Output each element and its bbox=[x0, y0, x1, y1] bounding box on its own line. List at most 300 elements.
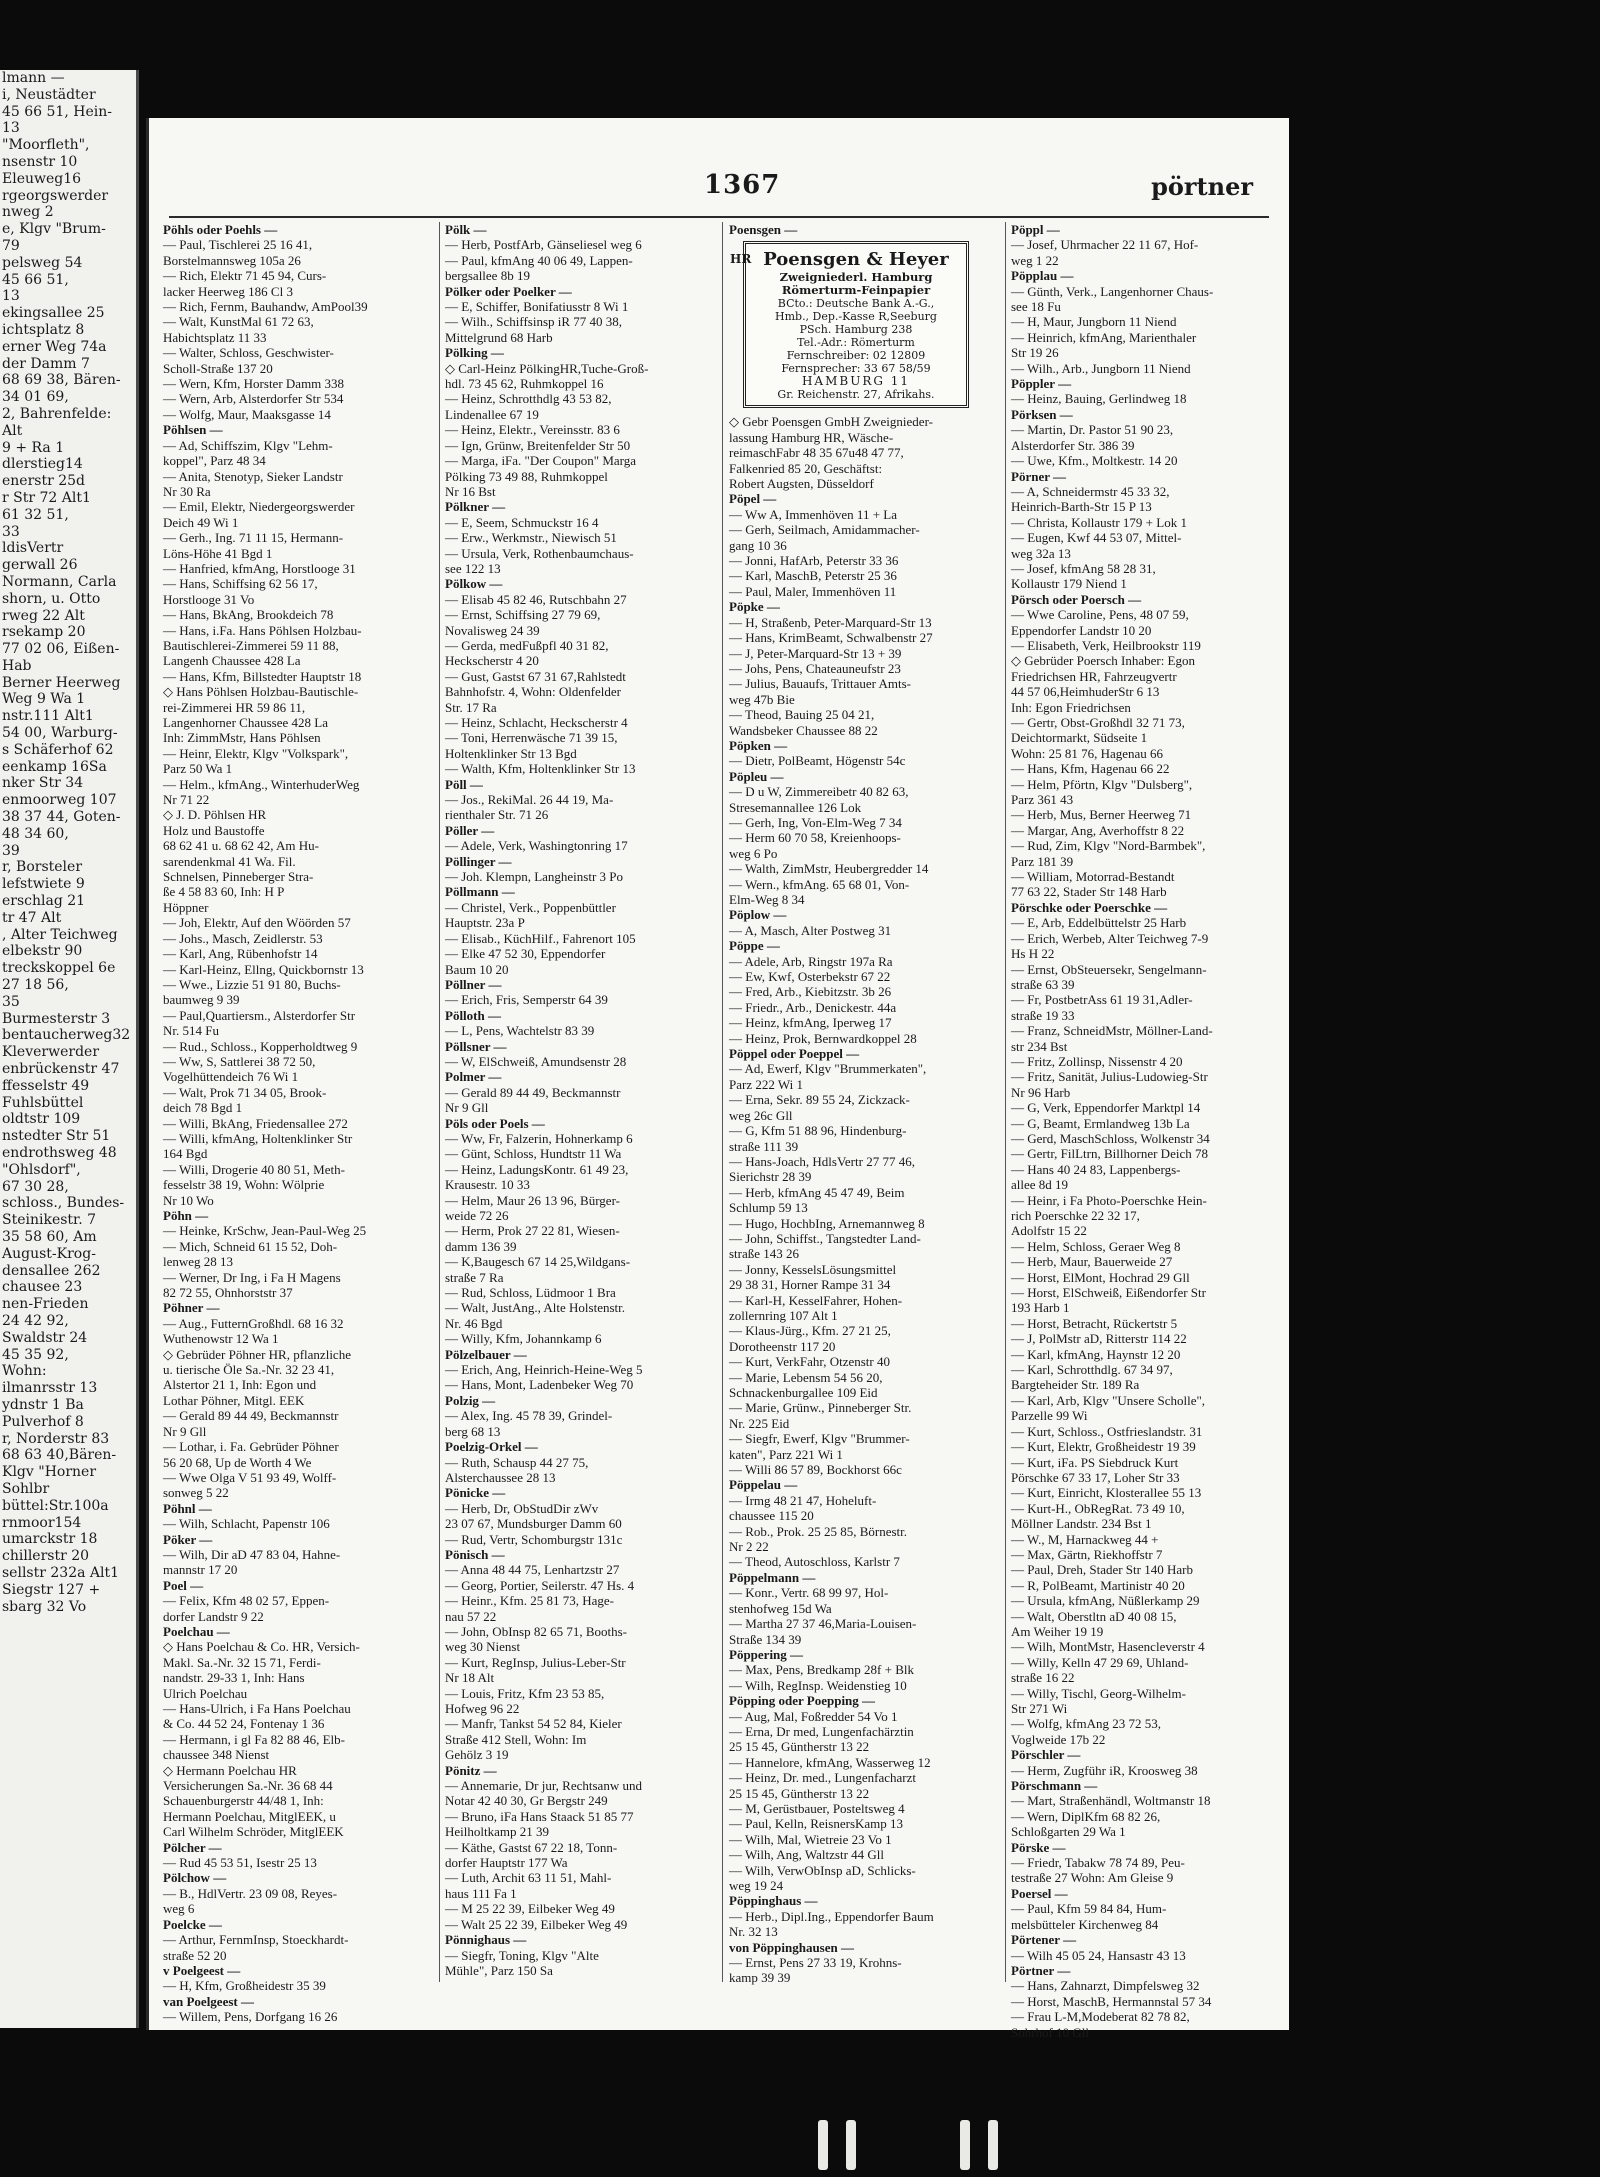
previous-page-line: Kleverwerder bbox=[2, 1044, 100, 1061]
directory-entry: — Theod, Autoschloss, Karlstr 7 bbox=[729, 1554, 900, 1570]
directory-entry: — Willi, Drogerie 40 80 51, Meth- bbox=[163, 1161, 345, 1177]
directory-entry: — Fred, Arb., Kiebitzstr. 3b 26 bbox=[729, 984, 892, 1000]
directory-entry: — J, Peter-Marquard-Str 13 + 39 bbox=[729, 645, 902, 661]
directory-entry: — Irmg 48 21 47, Hoheluft- bbox=[729, 1492, 877, 1508]
directory-entry: — Louis, Fritz, Kfm 23 53 85, bbox=[445, 1685, 605, 1701]
directory-entry: hdl. 73 45 62, Ruhmkoppel 16 bbox=[445, 376, 604, 392]
directory-entry: Holtenklinker Str 13 Bgd bbox=[445, 745, 577, 761]
directory-entry: — Kurt, Einricht, Klosterallee 55 13 bbox=[1011, 1485, 1202, 1501]
directory-entry: — Karl, Ang, Rübenhofstr 14 bbox=[163, 946, 318, 962]
directory-entry: — Manfr, Tankst 54 52 84, Kieler bbox=[445, 1716, 622, 1732]
directory-entry: Robert Augsten, Düsseldorf bbox=[729, 476, 874, 492]
directory-entry: — Erich, Ang, Heinrich-Heine-Weg 5 bbox=[445, 1362, 643, 1378]
surname-heading: Pöpplau — bbox=[1011, 268, 1074, 284]
directory-entry: straße 7 Ra bbox=[445, 1269, 504, 1285]
directory-entry: — Gerh, Seilmach, Amidammacher- bbox=[729, 522, 920, 538]
directory-entry: Wohn: 25 81 76, Hagenau 66 bbox=[1011, 745, 1164, 761]
previous-page-line: Eleuweg16 bbox=[2, 170, 82, 187]
directory-entry: — K,Baugesch 67 14 25,Wildgans- bbox=[445, 1254, 631, 1270]
directory-entry: Novalisweg 24 39 bbox=[445, 622, 540, 638]
directory-entry: Hauptstr. 23a P bbox=[445, 915, 525, 931]
directory-entry: — Wern, Arb, Alsterdorfer Str 534 bbox=[163, 391, 344, 407]
directory-entry: Alstertor 21 1, Inh: Egon und bbox=[163, 1377, 317, 1393]
directory-entry: — Max, Pens, Bredkamp 28f + Blk bbox=[729, 1662, 914, 1678]
directory-entry: straße 16 22 bbox=[1011, 1670, 1075, 1686]
directory-entry: — Uwe, Kfm., Moltkestr. 14 20 bbox=[1011, 453, 1178, 469]
directory-entry: Parz 50 Wa 1 bbox=[163, 761, 233, 777]
directory-entry: — Mart, Straßenhändl, Woltmanstr 18 bbox=[1011, 1793, 1211, 1809]
directory-entry: weg 30 Nienst bbox=[445, 1639, 521, 1655]
previous-page-line: Sohlbr bbox=[2, 1480, 50, 1497]
directory-entry: — Hannelore, kfmAng, Wasserweg 12 bbox=[729, 1754, 931, 1770]
directory-entry: straße 52 20 bbox=[163, 1947, 227, 1963]
directory-entry: — Elisabeth, Verk, Heilbrookstr 119 bbox=[1011, 637, 1201, 653]
previous-page-line: shorn, u. Otto bbox=[2, 590, 101, 607]
previous-page-line: elbekstr 90 bbox=[2, 943, 83, 960]
directory-entry: — Christel, Verk., Poppenbüttler bbox=[445, 899, 616, 915]
directory-entry: — Heinz, Dr. med., Lungenfacharzt bbox=[729, 1770, 916, 1786]
surname-heading: Pöllner — bbox=[445, 976, 502, 992]
directory-entry: Parz 361 43 bbox=[1011, 792, 1074, 808]
directory-entry: — Wern, Kfm, Horster Damm 338 bbox=[163, 376, 345, 392]
directory-entry: — Christa, Kollaustr 179 + Lok 1 bbox=[1011, 514, 1187, 530]
directory-page bbox=[146, 118, 1289, 2040]
directory-entry: Baum 10 20 bbox=[445, 961, 509, 977]
directory-entry: weg 32a 13 bbox=[1011, 545, 1071, 561]
directory-entry: — Ww A, Immenhöven 11 + La bbox=[729, 506, 897, 522]
directory-entry: rich Poerschke 22 32 17, bbox=[1011, 1208, 1140, 1223]
directory-entry: 25 15 45, Güntherstr 13 22 bbox=[729, 1785, 870, 1801]
directory-entry: — Paul, Kfm 59 84 84, Hum- bbox=[1011, 1901, 1167, 1917]
directory-entry: Inh: Egon Friedrichsen bbox=[1011, 699, 1131, 715]
directory-entry: — Werner, Dr Ing, i Fa H Magens bbox=[163, 1269, 341, 1285]
surname-heading: Pöhnl — bbox=[163, 1500, 212, 1516]
directory-entry: — Aug., FutternGroßhdl. 68 16 32 bbox=[163, 1315, 344, 1331]
directory-entry: — Herm 60 70 58, Kreienhoops- bbox=[729, 830, 901, 846]
directory-entry: Hofweg 96 22 bbox=[445, 1701, 520, 1716]
directory-entry: — Annemarie, Dr jur, Rechtsanw und bbox=[445, 1778, 642, 1794]
directory-entry: — Ernst, Pens 27 33 19, Krohns- bbox=[729, 1955, 902, 1971]
directory-entry: Alsterchaussee 28 13 bbox=[445, 1469, 556, 1485]
directory-entry: — Johs, Pens, Chateauneufstr 23 bbox=[729, 660, 901, 676]
surname-heading: Poelcke — bbox=[163, 1916, 222, 1932]
previous-page-fragment bbox=[0, 70, 139, 2028]
directory-entry: straße 19 33 bbox=[1011, 1007, 1075, 1023]
surname-heading: Pöhner — bbox=[163, 1300, 220, 1316]
directory-entry: zollernring 107 Alt 1 bbox=[729, 1307, 838, 1323]
directory-entry: — Herb, Mus, Berner Heerweg 71 bbox=[1011, 807, 1192, 823]
directory-entry: — Gertr, Obst-Großhdl 32 71 73, bbox=[1011, 715, 1185, 730]
previous-page-line: Burmesterstr 3 bbox=[2, 1010, 111, 1027]
previous-page-line: schloss., Bundes- bbox=[2, 1195, 125, 1212]
directory-entry: str 234 Bst bbox=[1011, 1038, 1068, 1054]
directory-entry: Pölking 73 49 88, Ruhmkoppel bbox=[445, 468, 608, 484]
directory-entry: — Erich, Werbeb, Alter Teichweg 7-9 bbox=[1011, 930, 1209, 946]
page-number: 1367 bbox=[704, 170, 781, 200]
directory-entry: — Hans, Zahnarzt, Dimpfelsweg 32 bbox=[1011, 1978, 1200, 1994]
ad-title: Poensgen & Heyer bbox=[763, 249, 949, 271]
directory-entry: Carl Wilhelm Schröder, MitglEEK bbox=[163, 1824, 344, 1840]
poensgen-heyer-advertisement bbox=[730, 241, 969, 408]
directory-entry: ◇ Hans Poelchau & Co. HR, Versich- bbox=[163, 1639, 360, 1655]
directory-entry: 164 Bgd bbox=[163, 1146, 208, 1162]
directory-entry: Nr 30 Ra bbox=[163, 483, 211, 499]
directory-entry: — Horst, MaschB, Hermannstal 57 34 bbox=[1011, 1993, 1212, 2009]
directory-entry: — Marga, iFa. "Der Coupon" Marga bbox=[445, 453, 637, 469]
directory-entry: — Herb., Dipl.Ing., Eppendorfer Baum bbox=[729, 1908, 934, 1924]
directory-entry: lassung Hamburg HR, Wäsche- bbox=[729, 429, 894, 445]
directory-entry: — Dietr, PolBeamt, Högenstr 54c bbox=[729, 753, 906, 769]
surname-heading: v Poelgeest — bbox=[163, 1962, 241, 1978]
directory-entry: — Walth, ZimMstr, Heubergredder 14 bbox=[729, 861, 929, 877]
directory-entry: Str 271 Wi bbox=[1011, 1701, 1068, 1716]
directory-entry: — Gerald 89 44 49, Beckmannstr bbox=[163, 1408, 339, 1424]
previous-page-line: i, Neustädter bbox=[2, 86, 96, 103]
directory-entry: — Rich, Fernm, Bauhandw, AmPool39 bbox=[163, 299, 368, 315]
previous-page-line: enerstr 25d bbox=[2, 473, 86, 490]
directory-entry: Schauenburgerstr 44/48 1, Inh: bbox=[163, 1793, 324, 1809]
directory-entry: — Hans, i.Fa. Hans Pöhlsen Holzbau- bbox=[163, 622, 362, 638]
directory-entry: fesselstr 38 19, Wohn: Wölprie bbox=[163, 1177, 325, 1193]
previous-page-line: 45 66 51, bbox=[2, 271, 69, 288]
directory-entry: — Gerh, Ing, Von-Elm-Weg 7 34 bbox=[729, 814, 902, 830]
previous-page-line: nker Str 34 bbox=[2, 775, 84, 792]
directory-entry: — L, Pens, Wachtelstr 83 39 bbox=[445, 1023, 595, 1039]
directory-entry: — Karl, Arb, Klgv "Unsere Scholle", bbox=[1011, 1392, 1206, 1408]
directory-entry: — Walt, JustAng., Alte Holstenstr. bbox=[445, 1300, 625, 1316]
previous-page-line: büttel:Str.100a bbox=[2, 1497, 109, 1514]
ad-subtitle: Zweigniederl. Hamburg bbox=[779, 270, 933, 285]
surname-heading: Pöplow — bbox=[729, 907, 787, 923]
directory-entry: Dorotheenstr 117 20 bbox=[729, 1338, 836, 1354]
previous-page-line: sellstr 232a Alt1 bbox=[2, 1564, 120, 1581]
directory-entry: straße 143 26 bbox=[729, 1246, 800, 1262]
directory-entry: — Ew, Kwf, Osterbekstr 67 22 bbox=[729, 969, 891, 985]
directory-entry: — Helm., kfmAng., WinterhuderWeg bbox=[163, 776, 360, 792]
directory-entry: Adolfstr 15 22 bbox=[1011, 1223, 1087, 1239]
surname-heading: Pöls oder Poels — bbox=[445, 1115, 545, 1131]
directory-entry: Nr 96 Harb bbox=[1011, 1084, 1071, 1100]
directory-entry: Friedrichsen HR, Fahrzeugvertr bbox=[1011, 668, 1177, 684]
directory-entry: Schlump 59 13 bbox=[729, 1200, 808, 1216]
directory-entry: Löns-Höhe 41 Bgd 1 bbox=[163, 545, 273, 561]
directory-entry: ◇ J. D. Pöhlsen HR bbox=[163, 807, 267, 823]
directory-entry: Habichtsplatz 11 33 bbox=[163, 329, 267, 345]
surname-heading: Polzig — bbox=[445, 1392, 496, 1408]
directory-entry: nandstr. 29-33 1, Inh: Hans bbox=[163, 1670, 305, 1686]
directory-entry: — Walth, Kfm, Holtenklinker Str 13 bbox=[445, 761, 636, 777]
surname-heading: Pöppler — bbox=[1011, 376, 1072, 392]
directory-entry: — Hugo, HochbIng, Arnemannweg 8 bbox=[729, 1215, 925, 1231]
directory-entry: testraße 27 Wohn: Am Gleise 9 bbox=[1011, 1870, 1174, 1886]
directory-entry: — Joh. Klempn, Langheinstr 3 Po bbox=[445, 869, 624, 885]
directory-entry: koppel", Parz 48 34 bbox=[163, 453, 266, 469]
surname-heading: Pölcher — bbox=[163, 1839, 222, 1855]
directory-entry: — Ruth, Schausp 44 27 75, bbox=[445, 1454, 589, 1470]
previous-page-line: Fuhlsbüttel bbox=[2, 1094, 84, 1111]
directory-entry: — Hans, Kfm, Hagenau 66 22 bbox=[1011, 761, 1170, 777]
directory-entry: — Heinr., Kfm. 25 81 73, Hage- bbox=[445, 1593, 614, 1609]
directory-entry: — Heinz, Prok, Bernwardkoppel 28 bbox=[729, 1030, 917, 1046]
surname-heading: Pölker oder Poelker — bbox=[445, 283, 572, 299]
directory-entry: — Jonni, HafArb, Peterstr 33 36 bbox=[729, 553, 899, 569]
directory-entry: chaussee 348 Nienst bbox=[163, 1747, 270, 1763]
entry-column-1 bbox=[163, 222, 435, 2025]
previous-page-line: chillerstr 20 bbox=[2, 1548, 90, 1565]
directory-entry: ◇ Carl-Heinz PölkingHR,Tuche-Groß- bbox=[445, 360, 649, 376]
directory-entry: — John, Schiffst., Tangstedter Land- bbox=[729, 1230, 921, 1246]
previous-page-line: Steinikestr. 7 bbox=[2, 1212, 97, 1229]
directory-entry: — Heinz, LadungsKontr. 61 49 23, bbox=[445, 1161, 629, 1177]
directory-entry: — Heinz, Bauing, Gerlindweg 18 bbox=[1011, 391, 1187, 407]
directory-entry: melsbütteler Kirchenweg 84 bbox=[1011, 1916, 1159, 1932]
previous-page-line: umarckstr 18 bbox=[2, 1531, 98, 1548]
surname-heading: Pöppering — bbox=[729, 1646, 804, 1662]
directory-entry: chaussee 115 20 bbox=[729, 1508, 814, 1524]
directory-entry: ◇ Hermann Poelchau HR bbox=[163, 1762, 297, 1778]
directory-entry: — A, Schneidermstr 45 33 32, bbox=[1011, 483, 1170, 499]
surname-heading: Pörksen — bbox=[1011, 406, 1073, 422]
directory-entry: Heckscherstr 4 20 bbox=[445, 653, 539, 669]
directory-entry: — Kurt, VerkFahr, Otzenstr 40 bbox=[729, 1354, 890, 1370]
directory-entry: — G, Kfm 51 88 96, Hindenburg- bbox=[729, 1123, 907, 1139]
previous-page-line: Alt bbox=[2, 422, 23, 439]
previous-page-line: nstedter Str 51 bbox=[2, 1128, 111, 1145]
surname-heading: Pöllinger — bbox=[445, 853, 512, 869]
directory-entry: — Hans, Schiffsing 62 56 17, bbox=[163, 576, 318, 592]
directory-entry: weg 6 Po bbox=[729, 845, 778, 861]
directory-entry: — Elisab., KüchHilf., Fahrenort 105 bbox=[445, 930, 636, 946]
entry-column-4 bbox=[1011, 222, 1283, 2040]
directory-entry: Elm-Weg 8 34 bbox=[729, 892, 805, 907]
directory-entry: — Gerda, medFußpfl 40 31 82, bbox=[445, 637, 609, 653]
directory-entry: Kollaustr 179 Niend 1 bbox=[1011, 576, 1127, 592]
directory-entry: — Lothar, i. Fa. Gebrüder Pöhner bbox=[163, 1439, 339, 1455]
previous-page-line: ekingsallee 25 bbox=[2, 305, 105, 322]
directory-entry: weg 1 22 bbox=[1011, 252, 1059, 268]
previous-page-line: nstr.111 Alt1 bbox=[2, 708, 94, 725]
directory-entry: — Hans, Kfm, Billstedter Hauptstr 18 bbox=[163, 668, 362, 684]
previous-page-line: rsekamp 20 bbox=[2, 624, 86, 641]
directory-entry: Schloßgarten 29 Wa 1 bbox=[1011, 1824, 1126, 1840]
directory-entry: sonweg 5 22 bbox=[163, 1485, 229, 1501]
directory-entry: — Georg, Portier, Seilerstr. 47 Hs. 4 bbox=[445, 1577, 635, 1593]
previous-page-line: endrothsweg 48 bbox=[2, 1145, 117, 1161]
previous-page-line: 67 30 28, bbox=[2, 1178, 69, 1195]
surname-heading: Pöller — bbox=[445, 822, 495, 838]
directory-entry: — Bruno, iFa Hans Staack 51 85 77 bbox=[445, 1808, 634, 1824]
directory-entry: — Heinke, KrSchw, Jean-Paul-Weg 25 bbox=[163, 1223, 367, 1239]
directory-entry: Schnackenburgallee 109 Eid bbox=[729, 1385, 878, 1400]
surname-heading: Pönnighaus — bbox=[445, 1932, 527, 1948]
directory-entry: — William, Motorrad-Bestandt bbox=[1011, 869, 1175, 885]
ad-city: HAMBURG 11 bbox=[801, 374, 911, 389]
directory-entry: Nr. 225 Eid bbox=[729, 1415, 790, 1431]
directory-entry: — Erna, Dr med, Lungenfachärztin bbox=[729, 1723, 914, 1739]
directory-entry: Bautischlerei-Zimmerei 59 11 88, bbox=[163, 637, 339, 653]
directory-entry: — Erich, Fris, Semperstr 64 39 bbox=[445, 992, 608, 1008]
ad-address: Gr. Reichenstr. 27, Afrikahs. bbox=[777, 388, 935, 402]
directory-entry: Pörschke 67 33 17, Loher Str 33 bbox=[1011, 1469, 1180, 1485]
directory-entry: — Ign, Grünw, Breitenfelder Str 50 bbox=[445, 437, 631, 453]
directory-entry: — Adele, Verk, Washingtonring 17 bbox=[445, 838, 628, 854]
directory-entry: nau 57 22 bbox=[445, 1608, 497, 1624]
directory-entry: — Gerd, MaschSchloss, Wolkenstr 34 bbox=[1011, 1130, 1210, 1146]
previous-page-line: Hab bbox=[2, 657, 32, 674]
previous-page-line: 34 01 69, bbox=[2, 389, 69, 406]
directory-entry: — Kurt, Elektr, Großheidestr 19 39 bbox=[1011, 1439, 1196, 1455]
directory-entry: — Günth, Verk., Langenhorner Chaus- bbox=[1011, 283, 1214, 299]
directory-entry: Alsterdorfer Str. 386 39 bbox=[1011, 437, 1135, 453]
directory-entry: — Paul, Dreh, Stader Str 140 Harb bbox=[1011, 1562, 1193, 1578]
surname-heading: Pölzelbauer — bbox=[445, 1346, 527, 1362]
directory-entry: 23 07 67, Mundsburger Damm 60 bbox=[445, 1516, 622, 1532]
previous-page-line: 54 00, Warburg- bbox=[2, 725, 118, 742]
directory-entry: 82 72 55, Ohnhorststr 37 bbox=[163, 1285, 293, 1301]
previous-page-line: e, Klgv "Brum- bbox=[2, 221, 106, 238]
surname-heading: Pörsch oder Poersch — bbox=[1011, 591, 1142, 607]
surname-heading: Poensgen — bbox=[729, 222, 798, 237]
previous-page-line: 48 34 60, bbox=[2, 825, 69, 842]
directory-entry: Heinrich-Barth-Str 15 P 13 bbox=[1011, 499, 1152, 515]
previous-page-line: 68 63 40,Bären- bbox=[2, 1447, 117, 1464]
directory-entry: — Anna 48 44 75, Lenhartzstr 27 bbox=[445, 1562, 620, 1578]
directory-entry: — W., M, Harnackweg 44 + bbox=[1011, 1531, 1159, 1547]
directory-entry: Krausestr. 10 33 bbox=[445, 1177, 530, 1193]
previous-page-line: Wohn: bbox=[2, 1363, 47, 1380]
directory-entry: Horstlooge 31 Vo bbox=[163, 591, 255, 607]
directory-entry: — Mich, Schneid 61 15 52, Doh- bbox=[163, 1238, 338, 1254]
surname-heading: Pölking — bbox=[445, 345, 504, 361]
directory-entry: Nr. 32 13 bbox=[729, 1924, 778, 1940]
directory-entry: — Paul,Quartiersm., Alsterdorfer Str bbox=[163, 1007, 356, 1023]
surname-heading: Pörtner — bbox=[1011, 1962, 1071, 1978]
directory-entry: kamp 39 39 bbox=[729, 1970, 791, 1986]
surname-heading: Pölchow — bbox=[163, 1870, 227, 1886]
directory-entry: — Heinr, Elektr, Klgv "Volkspark", bbox=[163, 745, 349, 761]
surname-heading: Poelzig-Orkel — bbox=[445, 1439, 538, 1455]
directory-entry: Str. 17 Ra bbox=[445, 699, 497, 715]
surname-heading: Pöppelau — bbox=[729, 1477, 798, 1493]
directory-entry: 56 20 68, Up de Worth 4 We bbox=[163, 1454, 312, 1470]
previous-page-line: nsenstr 10 bbox=[2, 153, 78, 170]
directory-entry: u. tierische Öle Sa.-Nr. 32 23 41, bbox=[163, 1362, 335, 1378]
previous-page-line: Weg 9 Wa 1 bbox=[2, 691, 86, 708]
surname-heading: Pölk — bbox=[445, 222, 487, 237]
directory-entry: — E, Seem, Schmuckstr 16 4 bbox=[445, 514, 599, 530]
previous-page-line: lmann — bbox=[2, 70, 65, 86]
directory-entry: — Martha 27 37 46,Maria-Louisen- bbox=[729, 1616, 917, 1632]
directory-entry: — Frau L-M,Modeberat 82 78 82, bbox=[1011, 2009, 1190, 2025]
directory-entry: — Wern., kfmAng. 65 68 01, Von- bbox=[729, 876, 910, 892]
directory-entry: — Rud, Zim, Klgv "Nord-Barmbek", bbox=[1011, 838, 1206, 854]
directory-entry: — Paul, Maler, Immenhöven 11 bbox=[729, 583, 897, 599]
previous-page-line: 35 58 60, Am bbox=[2, 1228, 97, 1245]
previous-page-line: ichtsplatz 8 bbox=[2, 321, 85, 338]
directory-entry: — Kurt, iFa. PS Siebdruck Kurt bbox=[1011, 1454, 1179, 1470]
directory-entry: ße 4 58 83 60, Inh: H P bbox=[163, 884, 285, 900]
directory-entry: — Siegfr, Ewerf, Klgv "Brummer- bbox=[729, 1431, 910, 1447]
directory-entry: — B., HdlVertr. 23 09 08, Reyes- bbox=[163, 1885, 338, 1901]
directory-entry: Möllner Landstr. 234 Bst 1 bbox=[1011, 1516, 1152, 1532]
directory-entry: — Max, Gärtn, Riekhoffstr 7 bbox=[1011, 1546, 1163, 1562]
directory-entry: — Fr, PostbetrAss 61 19 31,Adler- bbox=[1011, 992, 1193, 1008]
directory-entry: — Friedr, Tabakw 78 74 89, Peu- bbox=[1011, 1855, 1185, 1871]
previous-page-line: 68 69 38, Bären- bbox=[2, 372, 121, 389]
directory-entry: & Co. 44 52 24, Fontenay 1 36 bbox=[163, 1716, 325, 1732]
surname-heading: van Poelgeest — bbox=[163, 1993, 254, 2009]
previous-page-line: Pulverhof 8 bbox=[2, 1413, 84, 1430]
directory-entry: — Johs., Masch, Zeidlerstr. 53 bbox=[163, 930, 323, 946]
directory-entry: — Fritz, Sanität, Julius-Ludowieg-Str bbox=[1011, 1069, 1208, 1085]
previous-page-line: Berner Heerweg bbox=[2, 674, 121, 691]
directory-entry: — M 25 22 39, Eilbeker Weg 49 bbox=[445, 1901, 615, 1917]
entry-column-3 bbox=[729, 222, 1001, 2022]
directory-entry: — Margar, Ang, Averhoffstr 8 22 bbox=[1011, 822, 1185, 838]
previous-page-line: 9 + Ra 1 bbox=[2, 439, 65, 456]
directory-entry: 44 57 06,HeimhuderStr 6 13 bbox=[1011, 684, 1160, 700]
directory-entry: — Willi, BkAng, Friedensallee 272 bbox=[163, 1115, 348, 1131]
binding-thread bbox=[818, 2120, 828, 2170]
directory-entry: Str 19 26 bbox=[1011, 345, 1059, 361]
directory-entry: — A, Masch, Alter Postweg 31 bbox=[729, 922, 892, 938]
directory-entry: Scholl-Straße 137 20 bbox=[163, 360, 273, 376]
directory-entry: bergsallee 8b 19 bbox=[445, 268, 530, 284]
directory-entry: Lindenallee 67 19 bbox=[445, 406, 539, 422]
directory-entry: — Karl-H, KesselFahrer, Hohen- bbox=[729, 1292, 903, 1308]
directory-entry: Wandsbeker Chaussee 88 22 bbox=[729, 722, 878, 738]
directory-entry: Vogelhüttendeich 76 Wi 1 bbox=[163, 1069, 299, 1085]
ad-line: Hmb., Dep.-Kasse R,Seeburg bbox=[775, 310, 937, 324]
previous-page-line: 2, Bahrenfelde: bbox=[2, 405, 112, 422]
directory-entry: — Heinz, kfmAng, Iperweg 17 bbox=[729, 1015, 892, 1031]
binding-thread bbox=[988, 2120, 998, 2170]
previous-page-line: August-Krog- bbox=[2, 1245, 96, 1262]
directory-entry: — R, PolBeamt, Martinistr 40 20 bbox=[1011, 1577, 1185, 1593]
directory-entry: 29 38 31, Horner Rampe 31 34 bbox=[729, 1277, 891, 1293]
surname-heading: Pörschler — bbox=[1011, 1747, 1081, 1763]
directory-entry: Parzelle 99 Wi bbox=[1011, 1408, 1088, 1424]
previous-page-line: erschlag 21 bbox=[2, 893, 86, 910]
directory-entry: — Walt, Oberstltn aD 40 08 15, bbox=[1011, 1608, 1177, 1624]
ad-line: Fernsprecher: 33 67 58/59 bbox=[781, 362, 931, 376]
directory-entry: — Arthur, FernmInsp, Stoeckhardt- bbox=[163, 1932, 349, 1948]
directory-entry: — Felix, Kfm 48 02 57, Eppen- bbox=[163, 1593, 330, 1609]
previous-page-line: "Ohlsdorf", bbox=[2, 1161, 81, 1178]
directory-entry: Gehölz 3 19 bbox=[445, 1747, 509, 1763]
directory-entry: — John, ObInsp 82 65 71, Booths- bbox=[445, 1623, 628, 1639]
surname-heading: Poersel — bbox=[1011, 1885, 1068, 1901]
previous-page-line: Klgv "Horner bbox=[2, 1464, 97, 1481]
surname-heading: Poelchau — bbox=[163, 1623, 230, 1639]
directory-entry: — Theod, Bauing 25 04 21, bbox=[729, 707, 875, 723]
directory-entry: — Hans, Mont, Ladenbeker Weg 70 bbox=[445, 1377, 634, 1393]
directory-entry: — Karl-Heinz, Ellng, Quickbornstr 13 bbox=[163, 961, 364, 977]
directory-entry: — Gerald 89 44 49, Beckmannstr bbox=[445, 1084, 621, 1100]
directory-entry: deich 78 Bgd 1 bbox=[163, 1100, 243, 1116]
directory-entry: — E, Schiffer, Bonifatiusstr 8 Wi 1 bbox=[445, 299, 629, 315]
directory-entry: — Herb, kfmAng 45 47 49, Beim bbox=[729, 1184, 905, 1200]
directory-entry: 193 Harb 1 bbox=[1011, 1300, 1070, 1316]
previous-page-line: ffesselstr 49 bbox=[2, 1077, 90, 1094]
directory-entry: Holz und Baustoffe bbox=[163, 822, 265, 838]
ad-line: BCto.: Deutsche Bank A.-G., bbox=[777, 297, 935, 311]
previous-page-line: enmoorweg 107 bbox=[2, 792, 117, 809]
surname-heading: Pöhls oder Poehls — bbox=[163, 222, 278, 237]
entry-column-2 bbox=[445, 222, 717, 2022]
previous-page-line: rgeorgswerder bbox=[2, 187, 109, 204]
previous-page-line: pelsweg 54 bbox=[2, 254, 83, 271]
